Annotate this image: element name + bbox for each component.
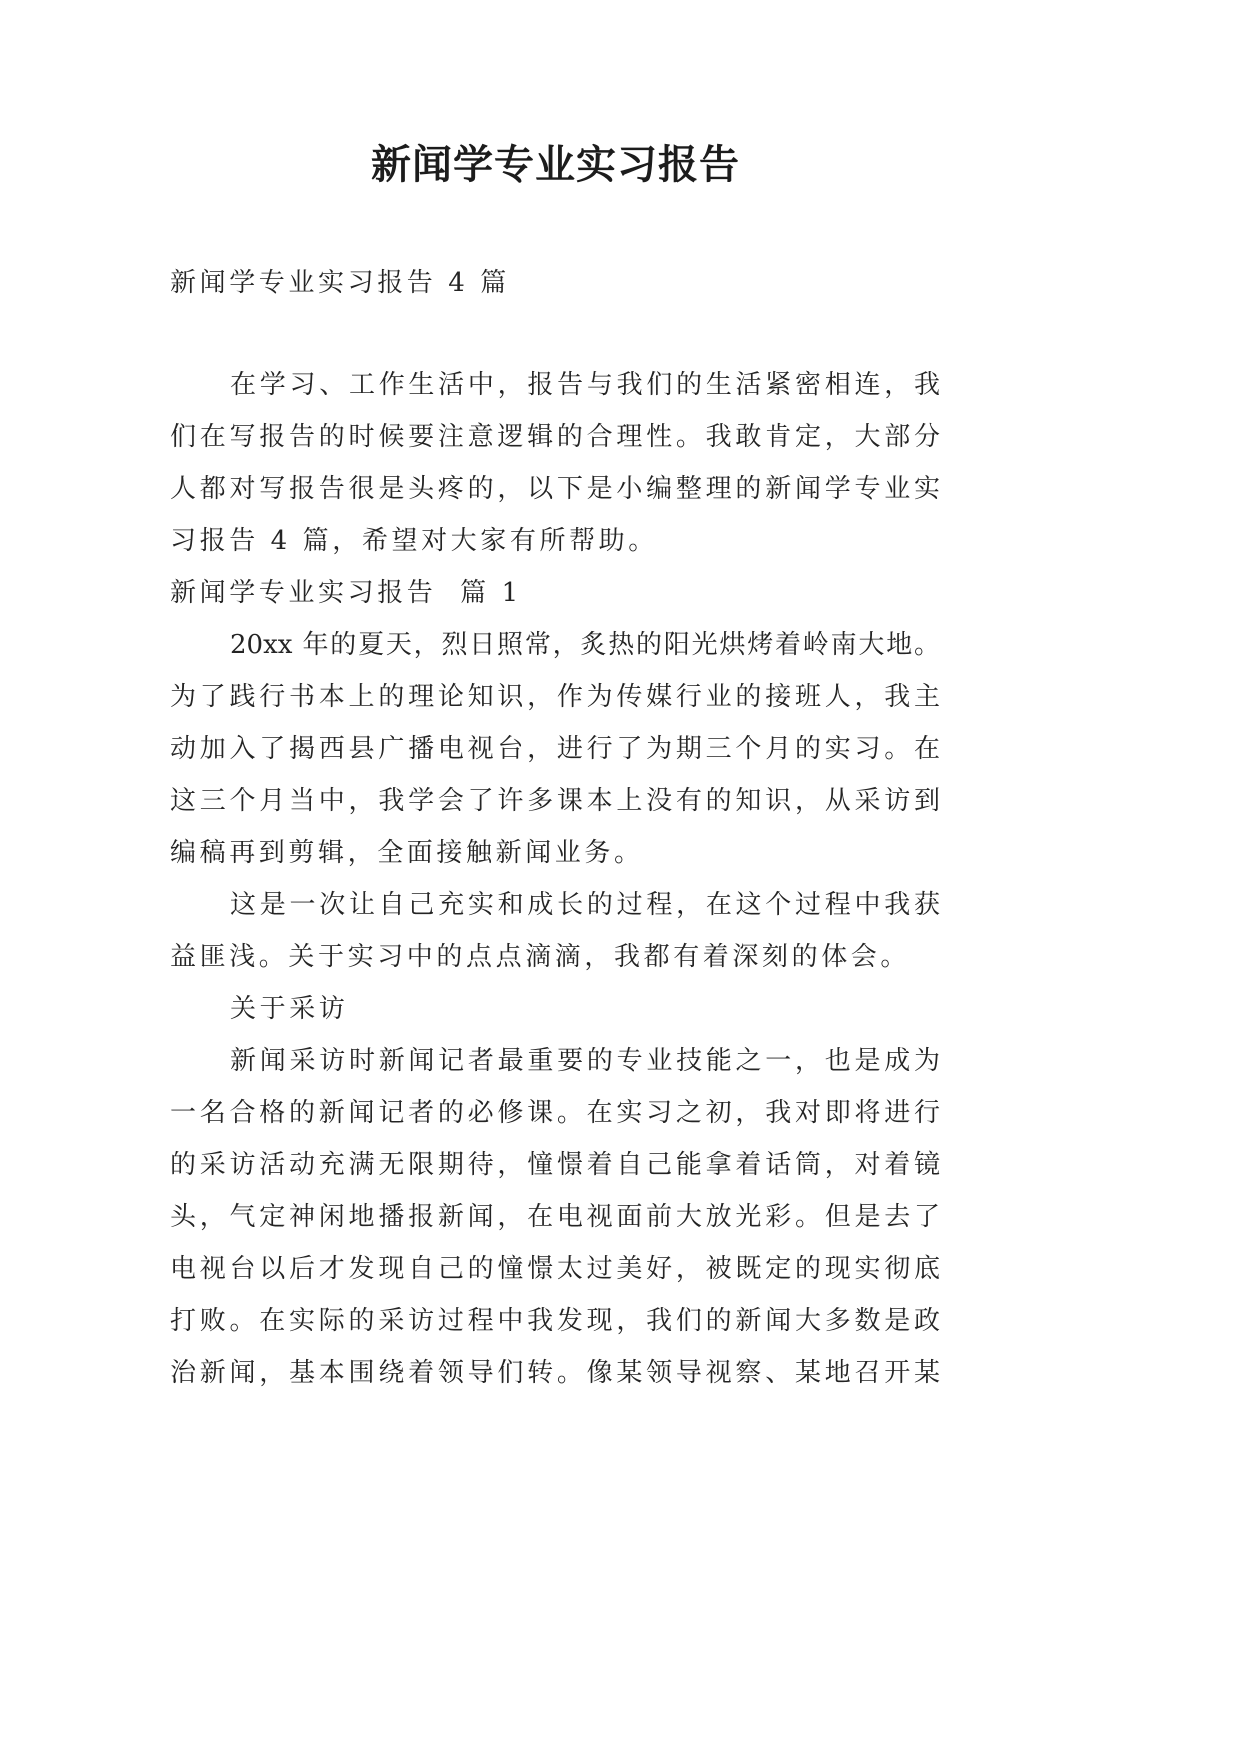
paragraph-line: 为了践行书本上的理论知识，作为传媒行业的接班人，我主	[170, 682, 940, 712]
paragraph-line: 在学习、工作生活中，报告与我们的生活紧密相连，我	[230, 370, 940, 400]
paragraph-line: 人都对写报告很是头疼的，以下是小编整理的新闻学专业实	[170, 474, 940, 504]
paragraph-line: 电视台以后才发现自己的憧憬太过美好，被既定的现实彻底	[170, 1254, 940, 1284]
paragraph-line: 头，气定神闲地播报新闻，在电视面前大放光彩。但是去了	[170, 1202, 940, 1232]
paragraph-line: 20xx 年的夏天，烈日照常，炙热的阳光烘烤着岭南大地。	[230, 630, 940, 660]
body-paragraph	[170, 619, 940, 879]
paragraph-line: 打败。在实际的采访过程中我发现，我们的新闻大多数是政	[170, 1306, 940, 1336]
paragraph-line: 新闻采访时新闻记者最重要的专业技能之一，也是成为	[230, 1046, 940, 1076]
paragraph-line: 们在写报告的时候要注意逻辑的合理性。我敢肯定，大部分	[170, 422, 940, 452]
subheading: 关于采访	[230, 994, 349, 1024]
paragraph-line: 编稿再到剪辑，全面接触新闻业务。	[170, 838, 644, 868]
body-paragraph	[170, 879, 940, 983]
intro-paragraph	[170, 359, 940, 567]
document-subtitle: 新闻学专业实习报告 4 篇	[170, 268, 510, 298]
paragraph-line: 益匪浅。关于实习中的点点滴滴，我都有着深刻的体会。	[170, 942, 911, 972]
section-heading: 新闻学专业实习报告 篇 1	[170, 578, 522, 608]
document-title: 新闻学专业实习报告	[371, 141, 740, 188]
paragraph-line: 一名合格的新闻记者的必修课。在实习之初，我对即将进行	[170, 1098, 940, 1128]
paragraph-line: 这是一次让自己充实和成长的过程，在这个过程中我获	[230, 890, 940, 920]
paragraph-line: 习报告 4 篇，希望对大家有所帮助。	[170, 526, 658, 556]
body-paragraph	[170, 1035, 940, 1399]
paragraph-line: 的采访活动充满无限期待，憧憬着自己能拿着话筒，对着镜	[170, 1150, 940, 1180]
paragraph-line: 动加入了揭西县广播电视台，进行了为期三个月的实习。在	[170, 734, 940, 764]
paragraph-line: 这三个月当中，我学会了许多课本上没有的知识，从采访到	[170, 786, 940, 816]
paragraph-line: 治新闻，基本围绕着领导们转。像某领导视察、某地召开某	[170, 1358, 940, 1388]
document-body	[170, 359, 940, 1399]
